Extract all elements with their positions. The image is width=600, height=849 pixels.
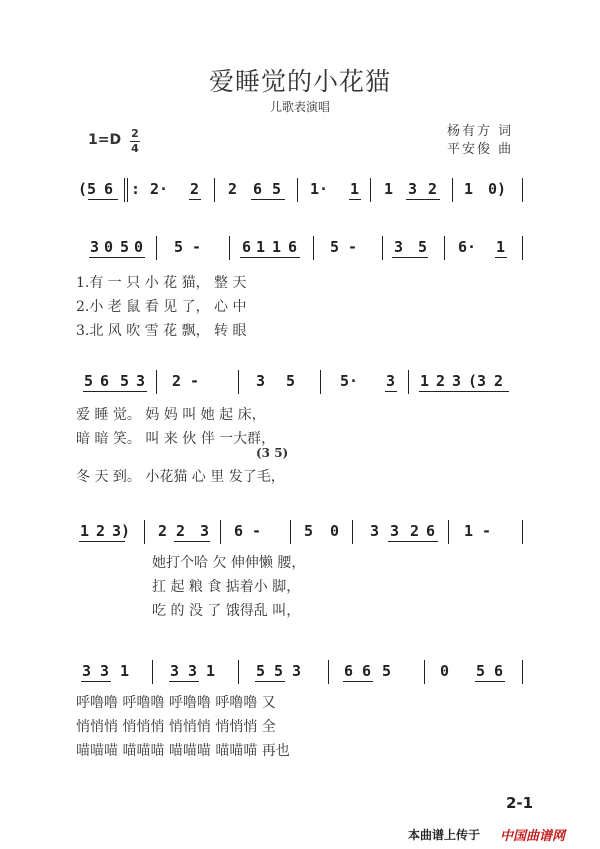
lyric-3-verse-2: 扛 起 粮 食 掂着小 脚， <box>152 579 301 595</box>
lyric-4-verse-3: 喵喵喵 喵喵喵 喵喵喵 喵喵喵 再也 <box>76 743 290 759</box>
lyric-4-verse-2: 悄悄悄 悄悄悄 悄悄悄 悄悄悄 全 <box>76 719 276 735</box>
staff-line-3: 5 6 5 3 2 - 3 5 5· 3 1 2 3 (3 2 <box>0 368 600 398</box>
time-signature <box>130 128 140 155</box>
lyric-2-verse-2: 暗 暗 笑。 叫 来 伙 伴 一大群， <box>76 431 276 447</box>
lyric-1-verse-3: 3.北 风 吹 雪 花 飘， 转 眼 <box>76 323 247 339</box>
footer-upload-text: 本曲谱上传于 <box>408 828 481 842</box>
staff-line-5: 3 3 1 3 3 1 5 5 3 6 6 5 0 5 6 <box>0 658 600 688</box>
lyric-1-verse-2: 2.小 老 鼠 看 见 了， 心 中 <box>76 299 247 315</box>
time-signature-top: 2 <box>131 127 139 140</box>
key-signature: 1=D <box>88 132 122 148</box>
lyric-4-verse-1: 呼噜噜 呼噜噜 呼噜噜 呼噜噜 又 <box>76 695 276 711</box>
lyric-2-alt-notes: (3 5) <box>256 446 289 460</box>
staff-line-2: 3 0 5 0 5 - 6 1 1 6 5 - 3 5 6· 1 <box>0 234 600 264</box>
lyric-3-verse-1: 她打个哈 欠 伸伸懒 腰， <box>152 555 306 571</box>
lyricist-credit: 杨有方 词 <box>447 124 514 139</box>
site-logo[interactable]: 中国曲谱网 <box>500 829 566 844</box>
lyric-1-verse-1: 1.有 一 只 小 花 猫， 整 天 <box>76 275 247 291</box>
staff-line-4: 1 2 3) 2 2 3 6 - 5 0 3 3 2 6 1 - <box>0 518 600 548</box>
page-title: 爱睡觉的小花猫 <box>208 67 391 96</box>
staff-line-1: (5 6 : 2· 2 2 6 5 1· 1 1 3 2 1 0) <box>0 176 600 206</box>
lyric-2-verse-1: 爱 睡 觉。 妈 妈 叫 她 起 床， <box>76 407 266 423</box>
lyric-3-verse-3: 吃 的 没 了 饿得乱 叫， <box>152 603 301 619</box>
lyric-2-verse-3: 冬 天 到。 小花猫 心 里 发了毛， <box>76 469 285 485</box>
time-signature-bottom: 4 <box>131 142 139 155</box>
composer-credit: 平安俊 曲 <box>447 142 514 157</box>
page-subtitle: 儿歌表演唱 <box>269 100 330 114</box>
page-number: 2-1 <box>506 794 534 812</box>
